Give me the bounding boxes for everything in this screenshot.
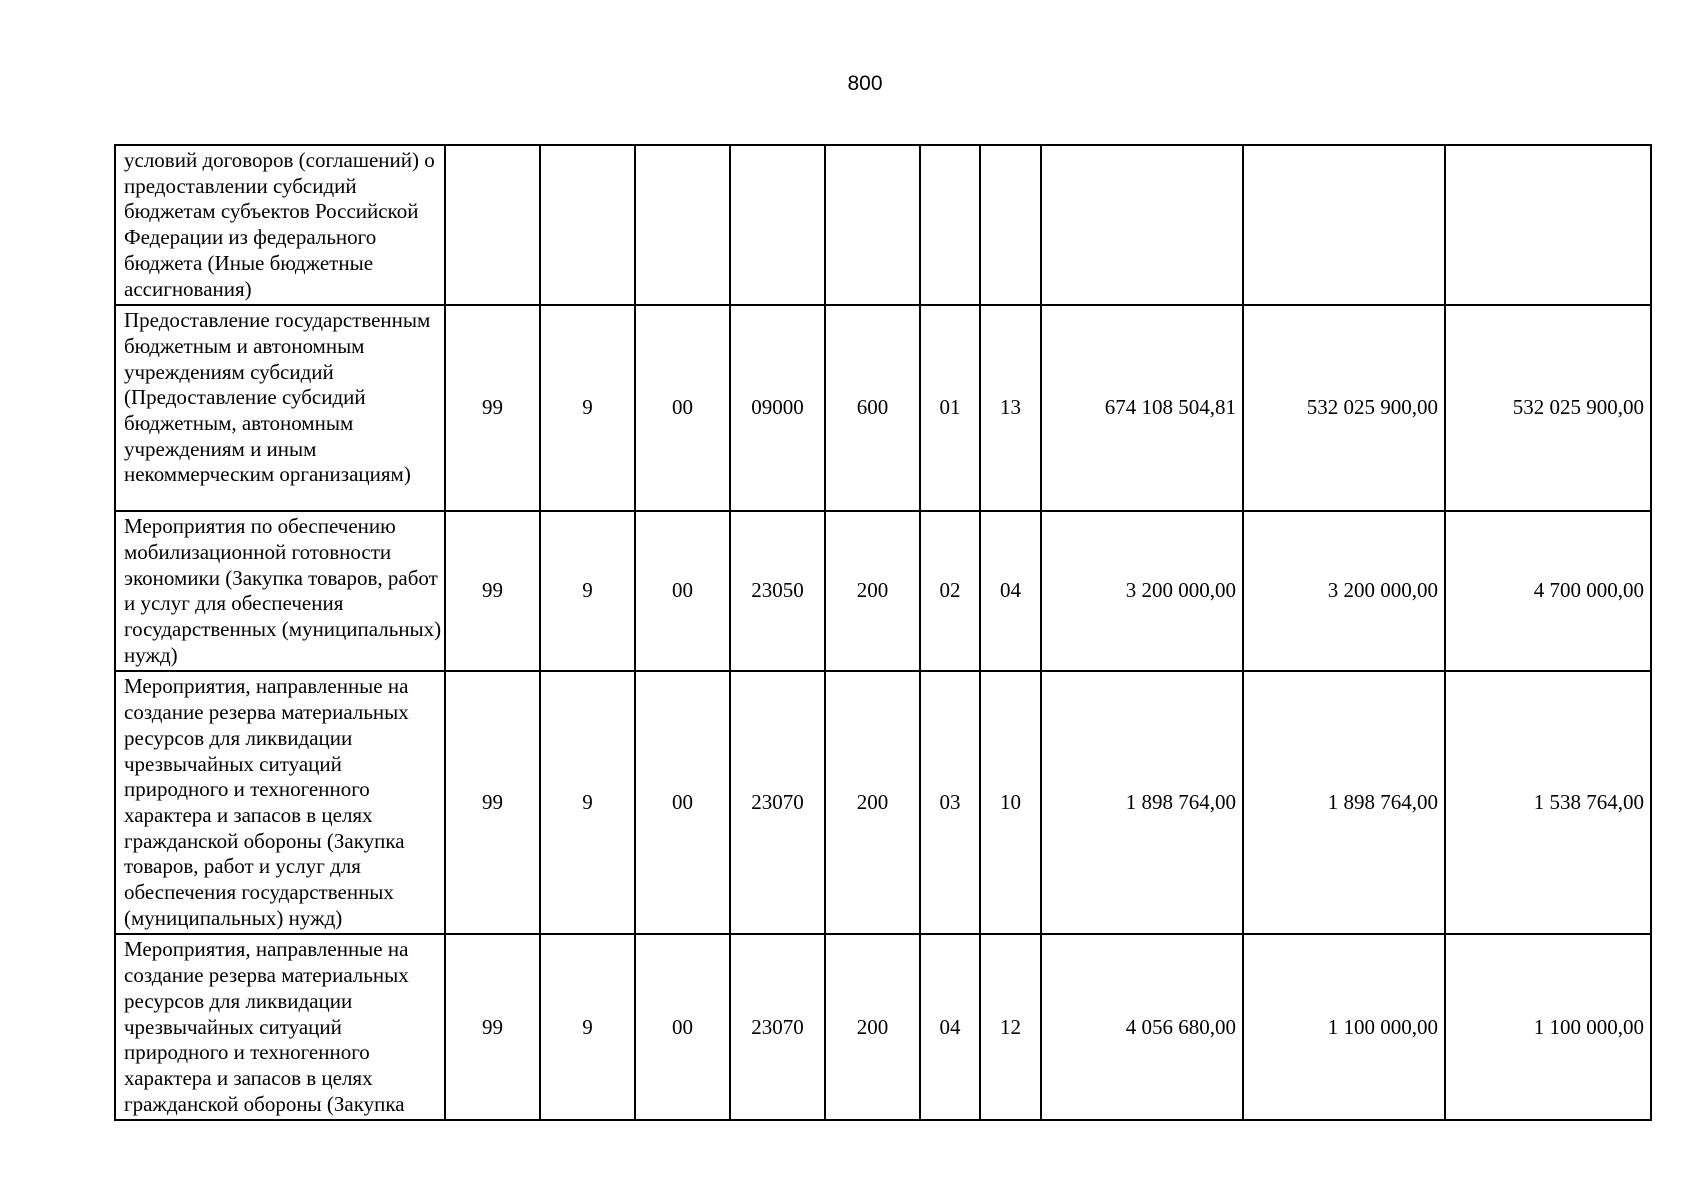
program-code-cell: [445, 145, 540, 305]
expense-type-cell: 200: [825, 671, 920, 934]
main-event-code-cell: 00: [635, 305, 730, 511]
subprogram-code-cell: [540, 145, 635, 305]
subprogram-code-cell: 9: [540, 511, 635, 671]
main-event-code-cell: 00: [635, 934, 730, 1120]
table-row: [115, 305, 1651, 511]
direction-code-cell: 23070: [730, 671, 825, 934]
subprogram-code-cell: 9: [540, 305, 635, 511]
expense-type-cell: 600: [825, 305, 920, 511]
program-code-cell: 99: [445, 305, 540, 511]
direction-code-cell: 23050: [730, 511, 825, 671]
direction-code-cell: 23070: [730, 934, 825, 1120]
table-row: [115, 511, 1651, 671]
amount-cell-2: [1243, 145, 1445, 305]
row-name-cell: Мероприятия, направленные на создание резерва материальных ресурсов для ликвидации чрезвычайных ситуаций природного и техногенного характера и запасов в целях гражданской обороны (Закупка товаров, работ и услуг для обеспечения государственных (муниципальных) нужд): [115, 671, 445, 934]
section-code-cell: 04: [920, 934, 980, 1120]
subsection-code-cell: 04: [980, 511, 1041, 671]
page-number: 800: [847, 72, 883, 95]
main-event-code-cell: [635, 145, 730, 305]
subsection-code-cell: 13: [980, 305, 1041, 511]
amount-cell-1: 4 056 680,00: [1041, 934, 1243, 1120]
subsection-code-cell: 12: [980, 934, 1041, 1120]
expense-type-cell: [825, 145, 920, 305]
amount-cell-2: 532 025 900,00: [1243, 305, 1445, 511]
subsection-code-cell: [980, 145, 1041, 305]
amount-cell-3: 4 700 000,00: [1445, 511, 1651, 671]
direction-code-cell: 09000: [730, 305, 825, 511]
row-name-cell: Мероприятия по обеспечению мобилизационной готовности экономики (Закупка товаров, работ и услуг для обеспечения государственных (муниципальных) нужд): [115, 511, 445, 671]
amount-cell-3: 532 025 900,00: [1445, 305, 1651, 511]
subprogram-code-cell: 9: [540, 934, 635, 1120]
table-row: [115, 145, 1651, 305]
amount-cell-3: 1 538 764,00: [1445, 671, 1651, 934]
amount-cell-2: 3 200 000,00: [1243, 511, 1445, 671]
section-code-cell: 01: [920, 305, 980, 511]
amount-cell-3: [1445, 145, 1651, 305]
amount-cell-2: 1 898 764,00: [1243, 671, 1445, 934]
program-code-cell: 99: [445, 671, 540, 934]
amount-cell-1: 1 898 764,00: [1041, 671, 1243, 934]
amount-cell-2: 1 100 000,00: [1243, 934, 1445, 1120]
table-row: [115, 671, 1651, 934]
expense-type-cell: 200: [825, 511, 920, 671]
section-code-cell: [920, 145, 980, 305]
subsection-code-cell: 10: [980, 671, 1041, 934]
amount-cell-1: 3 200 000,00: [1041, 511, 1243, 671]
program-code-cell: 99: [445, 934, 540, 1120]
direction-code-cell: [730, 145, 825, 305]
main-event-code-cell: 00: [635, 671, 730, 934]
section-code-cell: 03: [920, 671, 980, 934]
expense-type-cell: 200: [825, 934, 920, 1120]
amount-cell-1: 674 108 504,81: [1041, 305, 1243, 511]
table-row: [115, 934, 1651, 1120]
section-code-cell: 02: [920, 511, 980, 671]
amount-cell-1: [1041, 145, 1243, 305]
budget-table: [114, 144, 1652, 1121]
row-name-cell: Предоставление государственным бюджетным и автономным учреждениям субсидий (Предоставление субсидий бюджетным, автономным учреждениям и иным некоммерческим организациям): [115, 305, 445, 511]
subprogram-code-cell: 9: [540, 671, 635, 934]
program-code-cell: 99: [445, 511, 540, 671]
row-name-cell: условий договоров (соглашений) о предоставлении субсидий бюджетам субъектов Российской Федерации из федерального бюджета (Иные бюджетные ассигнования): [115, 145, 445, 305]
row-name-cell: Мероприятия, направленные на создание резерва материальных ресурсов для ликвидации чрезвычайных ситуаций природного и техногенного характера и запасов в целях гражданской обороны (Закупка: [115, 934, 445, 1120]
main-event-code-cell: 00: [635, 511, 730, 671]
amount-cell-3: 1 100 000,00: [1445, 934, 1651, 1120]
